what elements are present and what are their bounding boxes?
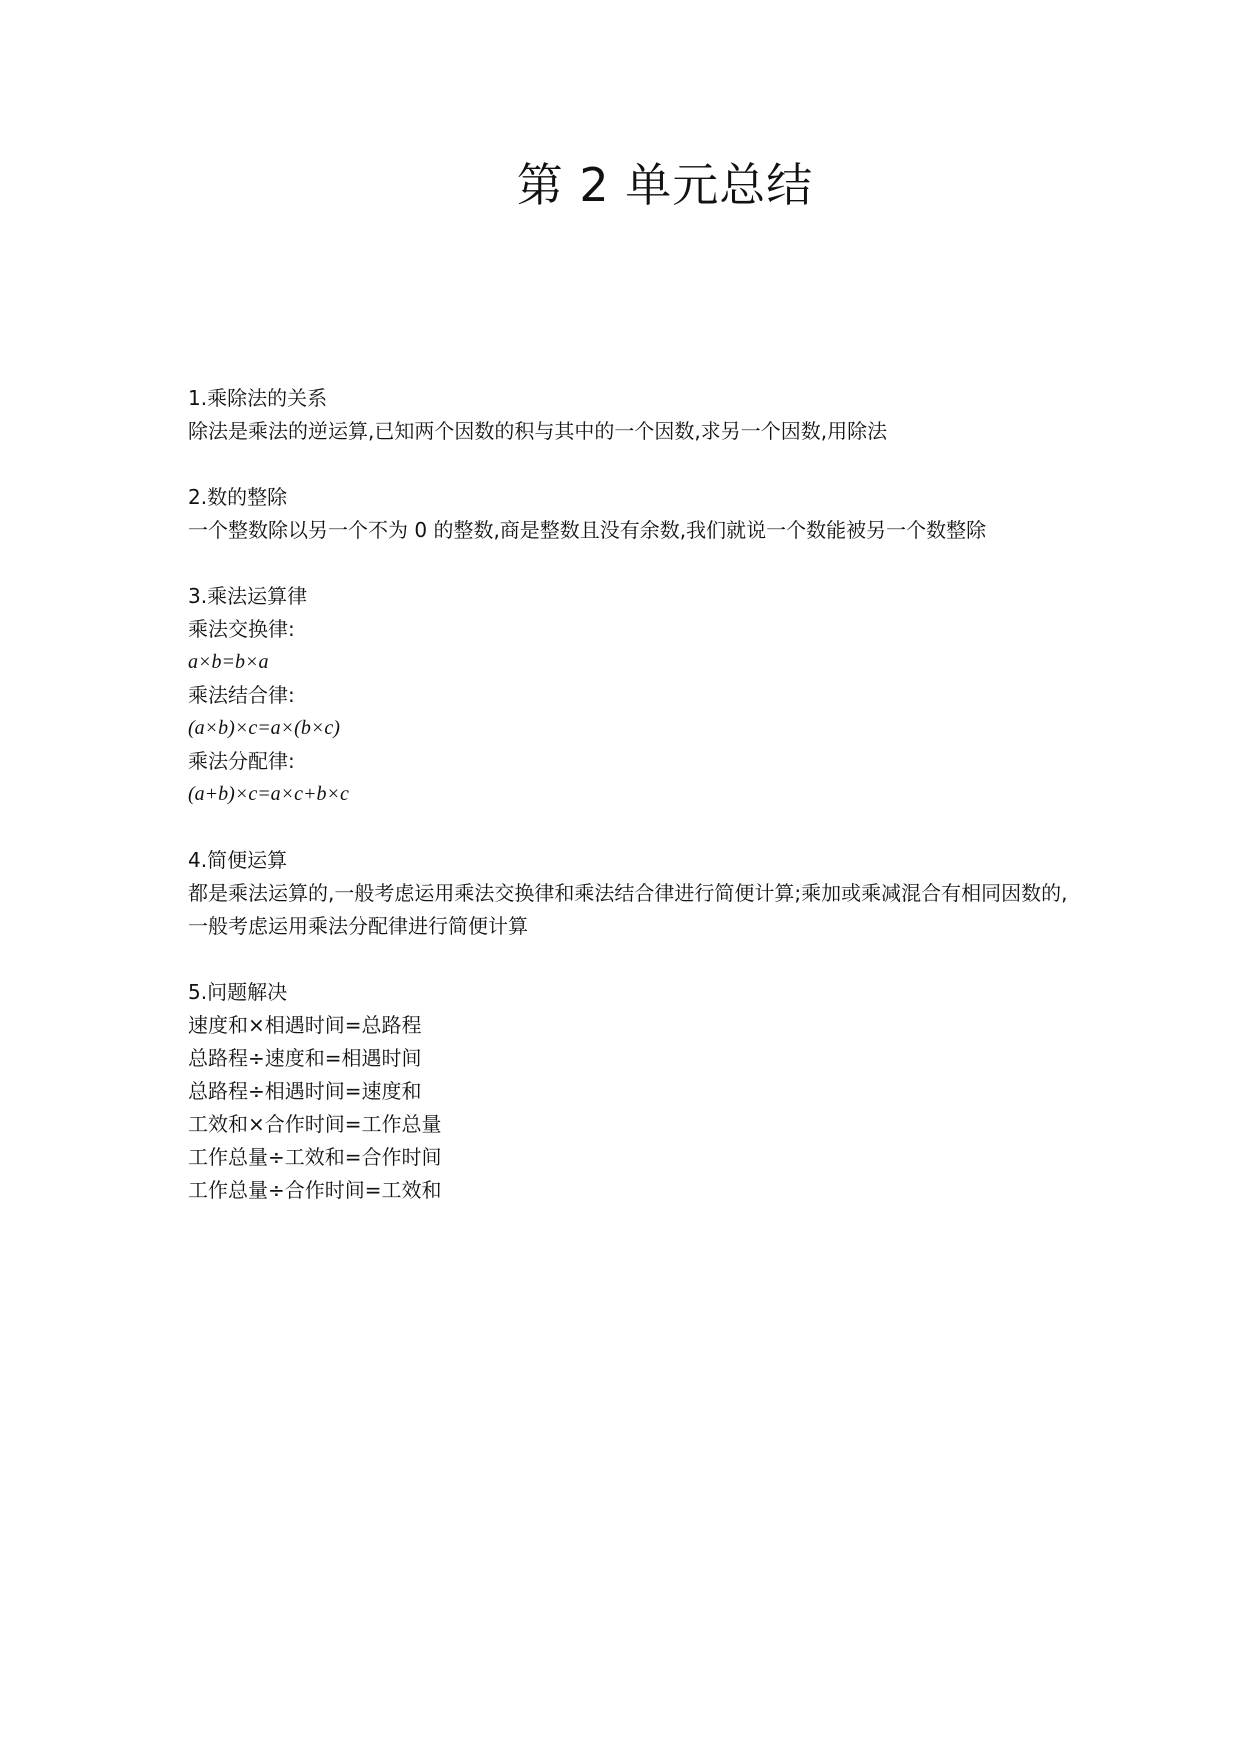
section-divisibility [188, 481, 1068, 547]
section-simplified-calculation [188, 844, 1068, 943]
section-heading: 4.简便运算 [188, 848, 288, 872]
rule-line: 工效和×合作时间=工作总量 [188, 1112, 442, 1136]
rule-line: 速度和×相遇时间=总路程 [188, 1013, 422, 1037]
rule-line: 总路程÷速度和=相遇时间 [188, 1046, 422, 1070]
section-multiplication-division-relation [188, 382, 1068, 448]
section-text: 都是乘法运算的,一般考虑运用乘法交换律和乘法结合律进行简便计算;乘加或乘减混合有相同因数的,一般考虑运用乘法分配律进行简便计算 [188, 881, 1068, 938]
formula-distributive: (a+b)×c=a×c+b×c [188, 783, 349, 805]
formula-associative: (a×b)×c=a×(b×c) [188, 717, 340, 739]
section-text: 除法是乘法的逆运算,已知两个因数的积与其中的一个因数,求另一个因数,用除法 [188, 419, 888, 443]
formula-commutative: a×b=b×a [188, 651, 269, 673]
section-multiplication-laws [188, 580, 1068, 811]
page-title: 第 2 单元总结 [516, 158, 814, 212]
rule-line: 总路程÷相遇时间=速度和 [188, 1079, 422, 1103]
section-problem-solving [188, 976, 1068, 1207]
section-heading: 1.乘除法的关系 [188, 386, 328, 410]
rule-line: 工作总量÷工效和=合作时间 [188, 1145, 442, 1169]
rule-line: 工作总量÷合作时间=工效和 [188, 1178, 442, 1202]
section-heading: 3.乘法运算律 [188, 584, 308, 608]
section-heading: 2.数的整除 [188, 485, 288, 509]
law-name-associative: 乘法结合律: [188, 683, 295, 707]
document-body [188, 382, 1068, 1240]
law-name-distributive: 乘法分配律: [188, 749, 295, 773]
section-heading: 5.问题解决 [188, 980, 288, 1004]
section-text: 一个整数除以另一个不为 0 的整数,商是整数且没有余数,我们就说一个数能被另一个数整除 [188, 518, 987, 542]
law-name-commutative: 乘法交换律: [188, 617, 295, 641]
